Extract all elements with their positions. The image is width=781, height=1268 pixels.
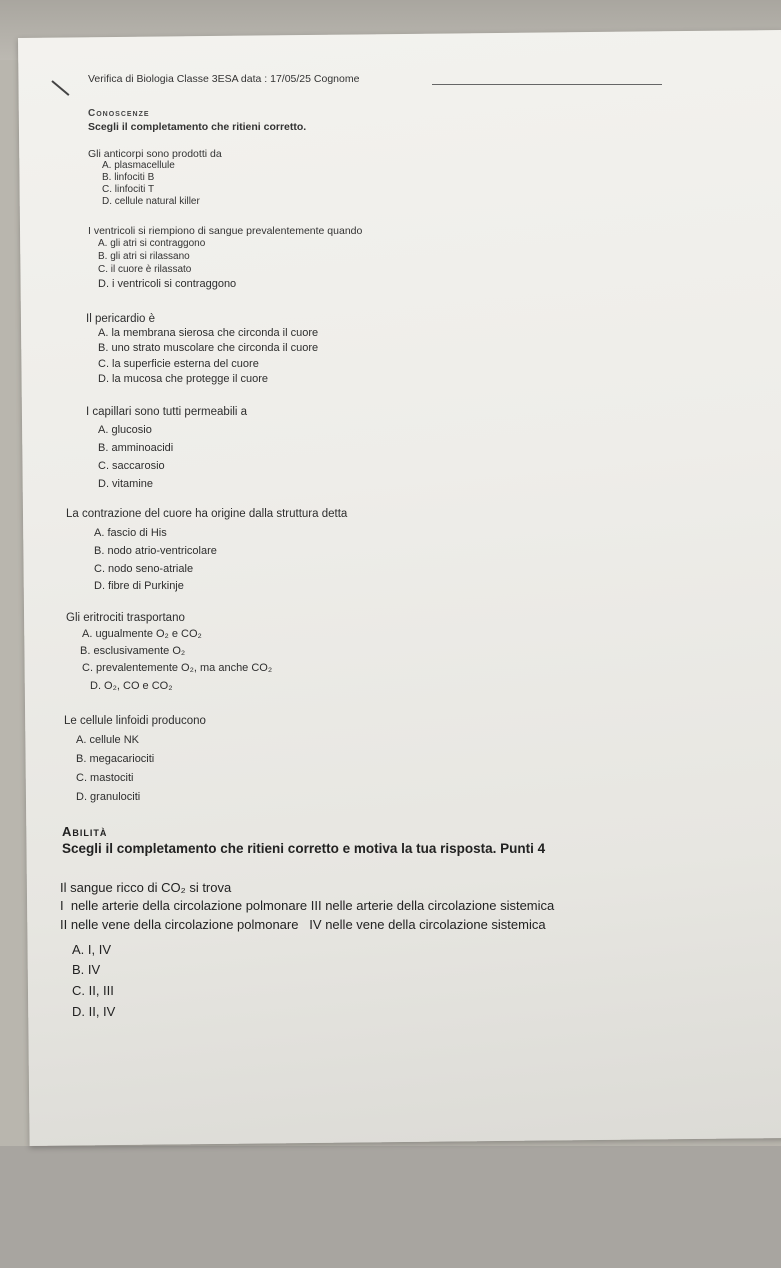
- question-4-option-c: C. saccarosio: [98, 460, 165, 472]
- question-7-option-a: A. cellule NK: [76, 734, 139, 746]
- question-2-option-c: C. il cuore è rilassato: [98, 264, 192, 275]
- question-7-stem: Le cellule linfoidi producono: [64, 715, 206, 727]
- question-5-stem: La contrazione del cuore ha origine dalla struttura detta: [66, 508, 348, 520]
- question-4-option-a: A. glucosio: [98, 424, 152, 436]
- question-6-option-c: C. prevalentemente O₂, ma anche CO₂: [82, 662, 273, 674]
- question-7-option-c: C. mastociti: [76, 772, 134, 784]
- question-2-option-a: A. gli atri si contraggono: [98, 238, 206, 249]
- question-5-option-d: D. fibre di Purkinje: [94, 580, 184, 592]
- abilita-option-a: A. I, IV: [72, 942, 112, 957]
- table-surface: [0, 1146, 781, 1268]
- question-7-option-b: B. megacariociti: [76, 753, 155, 765]
- question-1-stem: Gli anticorpi sono prodotti da: [88, 148, 222, 160]
- worksheet-header: Verifica di Biologia Classe 3ESA data : 17/05/25 Cognome: [88, 73, 360, 85]
- abilita-question-stem: Il sangue ricco di CO₂ si trova: [60, 880, 232, 895]
- question-2-option-b: B. gli atri si rilassano: [98, 251, 190, 262]
- question-5-option-b: B. nodo atrio-ventricolare: [94, 545, 217, 557]
- question-6-option-d: D. O₂, CO e CO₂: [90, 680, 173, 692]
- question-6-stem: Gli eritrociti trasportano: [66, 612, 185, 624]
- instruction-abilita: Scegli il completamento che ritieni corretto e motiva la tua risposta. Punti 4: [62, 841, 546, 856]
- abilita-option-d: D. II, IV: [72, 1004, 116, 1019]
- question-1-option-c: C. linfociti T: [102, 184, 155, 195]
- question-1-option-d: D. cellule natural killer: [102, 196, 200, 207]
- section-title-abilita: Abilità: [62, 824, 108, 839]
- question-2-option-d: D. i ventricoli si contraggono: [98, 278, 237, 290]
- question-3-stem: Il pericardio è: [86, 313, 156, 325]
- abilita-statement-1: I nelle arterie della circolazione polmonare III nelle arterie della circolazione sistemica: [60, 898, 555, 913]
- question-6-option-b: B. esclusivamente O₂: [80, 645, 186, 657]
- question-4-stem: I capillari sono tutti permeabili a: [86, 406, 248, 418]
- question-5-option-c: C. nodo seno-atriale: [94, 563, 194, 575]
- abilita-option-c: C. II, III: [72, 983, 114, 998]
- question-3-option-c: C. la superficie esterna del cuore: [98, 358, 259, 370]
- abilita-statement-2: II nelle vene della circolazione polmonare IV nelle vene della circolazione sistemica: [60, 917, 546, 932]
- question-7-option-d: D. granulociti: [76, 791, 141, 803]
- abilita-option-b: B. IV: [72, 962, 101, 977]
- surname-blank-line: [432, 84, 662, 85]
- question-4-option-d: D. vitamine: [98, 478, 154, 490]
- section-title-conoscenze: Conoscenze: [88, 108, 150, 119]
- question-3-option-a: A. la membrana sierosa che circonda il cuore: [98, 327, 319, 339]
- question-3-option-d: D. la mucosa che protegge il cuore: [98, 373, 268, 385]
- question-3-option-b: B. uno strato muscolare che circonda il cuore: [98, 342, 319, 354]
- question-5-option-a: A. fascio di His: [94, 527, 167, 539]
- question-6-option-a: A. ugualmente O₂ e CO₂: [82, 628, 202, 640]
- question-4-option-b: B. amminoacidi: [98, 442, 174, 454]
- question-1-option-a: A. plasmacellule: [102, 160, 175, 171]
- instruction-conoscenze: Scegli il completamento che ritieni corretto.: [88, 121, 307, 133]
- question-2-stem: I ventricoli si riempiono di sangue prevalentemente quando: [88, 225, 363, 237]
- question-1-option-b: B. linfociti B: [102, 172, 155, 183]
